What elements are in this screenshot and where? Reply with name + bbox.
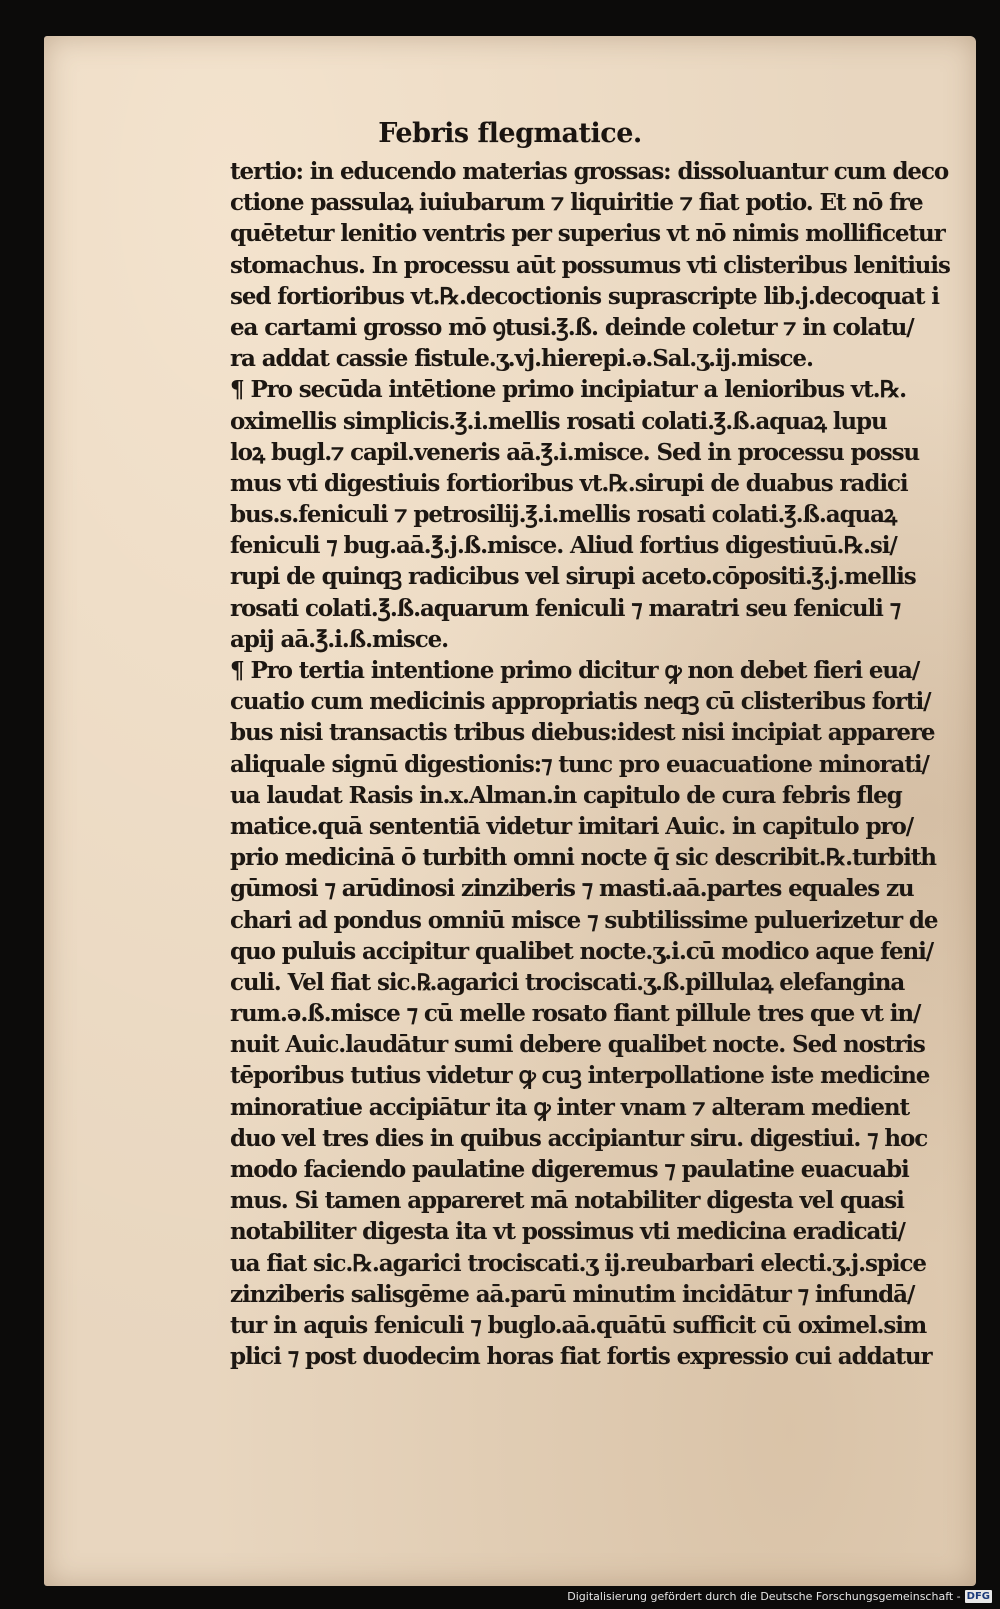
text-line: rupi de quinqꝫ radicibus vel sirupi aceto.cōpositi.℥.j.mellis: [230, 563, 916, 591]
text-line: bus.s.feniculi ⁊ petrosilij.℥.i.mellis rosati colati.℥.ß.aquaꝝ: [230, 501, 897, 529]
text-line: rosati colati.℥.ß.aquarum feniculi ⁊ maratri seu feniculi ⁊: [230, 594, 901, 622]
credit-text: Digitalisierung gefördert durch die Deutsche Forschungsgemeinschaft -: [567, 1589, 961, 1603]
text-line: apij aā.℥.i.ß.misce.: [230, 625, 449, 653]
text-line: oximellis simplicis.℥.i.mellis rosati colati.℥.ß.aquaꝝ lupu: [230, 407, 887, 435]
text-line: stomachus. In processu aūt possumus vti clisteribus lenitiuis: [230, 251, 950, 279]
text-line: quo puluis accipitur qualibet nocte.ʒ.i.cū modico aque feni/: [230, 937, 934, 965]
text-line: nuit Auic.laudātur sumi debere qualibet nocte. Sed nostris: [230, 1031, 925, 1059]
book-page: [44, 36, 976, 1586]
text-line: mus. Si tamen appareret mā notabiliter digesta vel quasi: [230, 1187, 904, 1215]
text-line: gūmosi ⁊ arūdinosi zinziberis ⁊ masti.aā.partes equales zu: [230, 875, 914, 903]
text-line: ctione passulaꝝ iuiubarum ⁊ liquiritie ⁊ fiat potio. Et nō fre: [230, 189, 923, 217]
text-line: tēporibus tutius videtur ꝙ cuꝫ interpollatione iste medicine: [230, 1062, 930, 1090]
text-line: minoratiue accipiātur ita ꝙ inter vnam ⁊ alteram medient: [230, 1093, 910, 1121]
running-header: Febris flegmatice.: [378, 118, 642, 149]
text-line: ra addat cassie fistule.ʒ.vj.hierepi.ə.Sal.ʒ.ij.misce.: [230, 345, 813, 373]
text-line: cuatio cum medicinis appropriatis neqꝫ cū clisteribus forti/: [230, 688, 931, 716]
text-line: tertio: in educendo materias grossas: dissoluantur cum deco: [230, 158, 949, 185]
text-line: quētetur lenitio ventris per superius vt nō nimis mollificetur: [230, 220, 945, 248]
text-line: feniculi ⁊ bug.aā.℥.j.ß.misce. Aliud fortius digestiuū.℞.si/: [230, 532, 897, 560]
dfg-logo: DFG: [966, 1590, 990, 1602]
text-line: zinziberis salisgēme aā.parū minutim incidātur ⁊ infundā/: [230, 1280, 915, 1308]
text-column: [230, 156, 950, 1372]
text-line: loꝝ bugl.⁊ capil.veneris aā.℥.i.misce. Sed in processu possu: [230, 438, 920, 466]
text-line: chari ad pondus omniū misce ⁊ subtilissime puluerizetur de: [230, 906, 938, 934]
text-line: culi. Vel fiat sic.℞.agarici trociscati.ʒ.ß.pillulaꝝ elefangina: [230, 968, 905, 996]
text-line: ea cartami grosso mō ꝯtusi.℥.ß. deinde coletur ⁊ in colatu/: [230, 313, 914, 341]
text-line: duo vel tres dies in quibus accipiantur siru. digestiui. ⁊ hoc: [230, 1124, 928, 1152]
text-line: prio medicinā ō turbith omni nocte q̄ sic describit.℞.turbith: [230, 844, 936, 872]
text-line: ¶ Pro tertia intentione primo dicitur ꝙ non debet fieri eua/: [230, 657, 920, 684]
text-line: bus nisi transactis tribus diebus:idest nisi incipiat apparere: [230, 719, 935, 747]
text-line: ua fiat sic.℞.agarici trociscati.ʒ ij.reubarbari electi.ʒ.j.spice: [230, 1249, 926, 1277]
text-line: notabiliter digesta ita vt possimus vti medicina eradicati/: [230, 1218, 905, 1246]
text-line: ua laudat Rasis in.x.Alman.in capitulo de cura febris fleg: [230, 781, 902, 809]
text-line: sed fortioribus vt.℞.decoctionis suprascripte lib.j.decoquat i: [230, 282, 939, 310]
text-line: ¶ Pro secūda intētione primo incipiatur a lenioribus vt.℞.: [230, 376, 907, 404]
text-line: matice.quā sententiā videtur imitari Auic. in capitulo pro/: [230, 812, 913, 840]
text-line: aliquale signū digestionis:⁊ tunc pro euacuatione minorati/: [230, 750, 929, 778]
text-line: modo faciendo paulatine digeremus ⁊ paulatine euacuabi: [230, 1156, 909, 1183]
text-line: rum.ə.ß.misce ⁊ cū melle rosato fiant pillule tres que vt in/: [230, 1000, 921, 1028]
text-line: mus vti digestiuis fortioribus vt.℞.sirupi de duabus radici: [230, 469, 908, 497]
text-line: tur in aquis feniculi ⁊ buglo.aā.quātū sufficit cū oximel.sim: [230, 1311, 927, 1339]
text-line: plici ⁊ post duodecim horas fiat fortis expressio cui addatur: [230, 1343, 932, 1371]
digitization-credit: [567, 1587, 992, 1605]
